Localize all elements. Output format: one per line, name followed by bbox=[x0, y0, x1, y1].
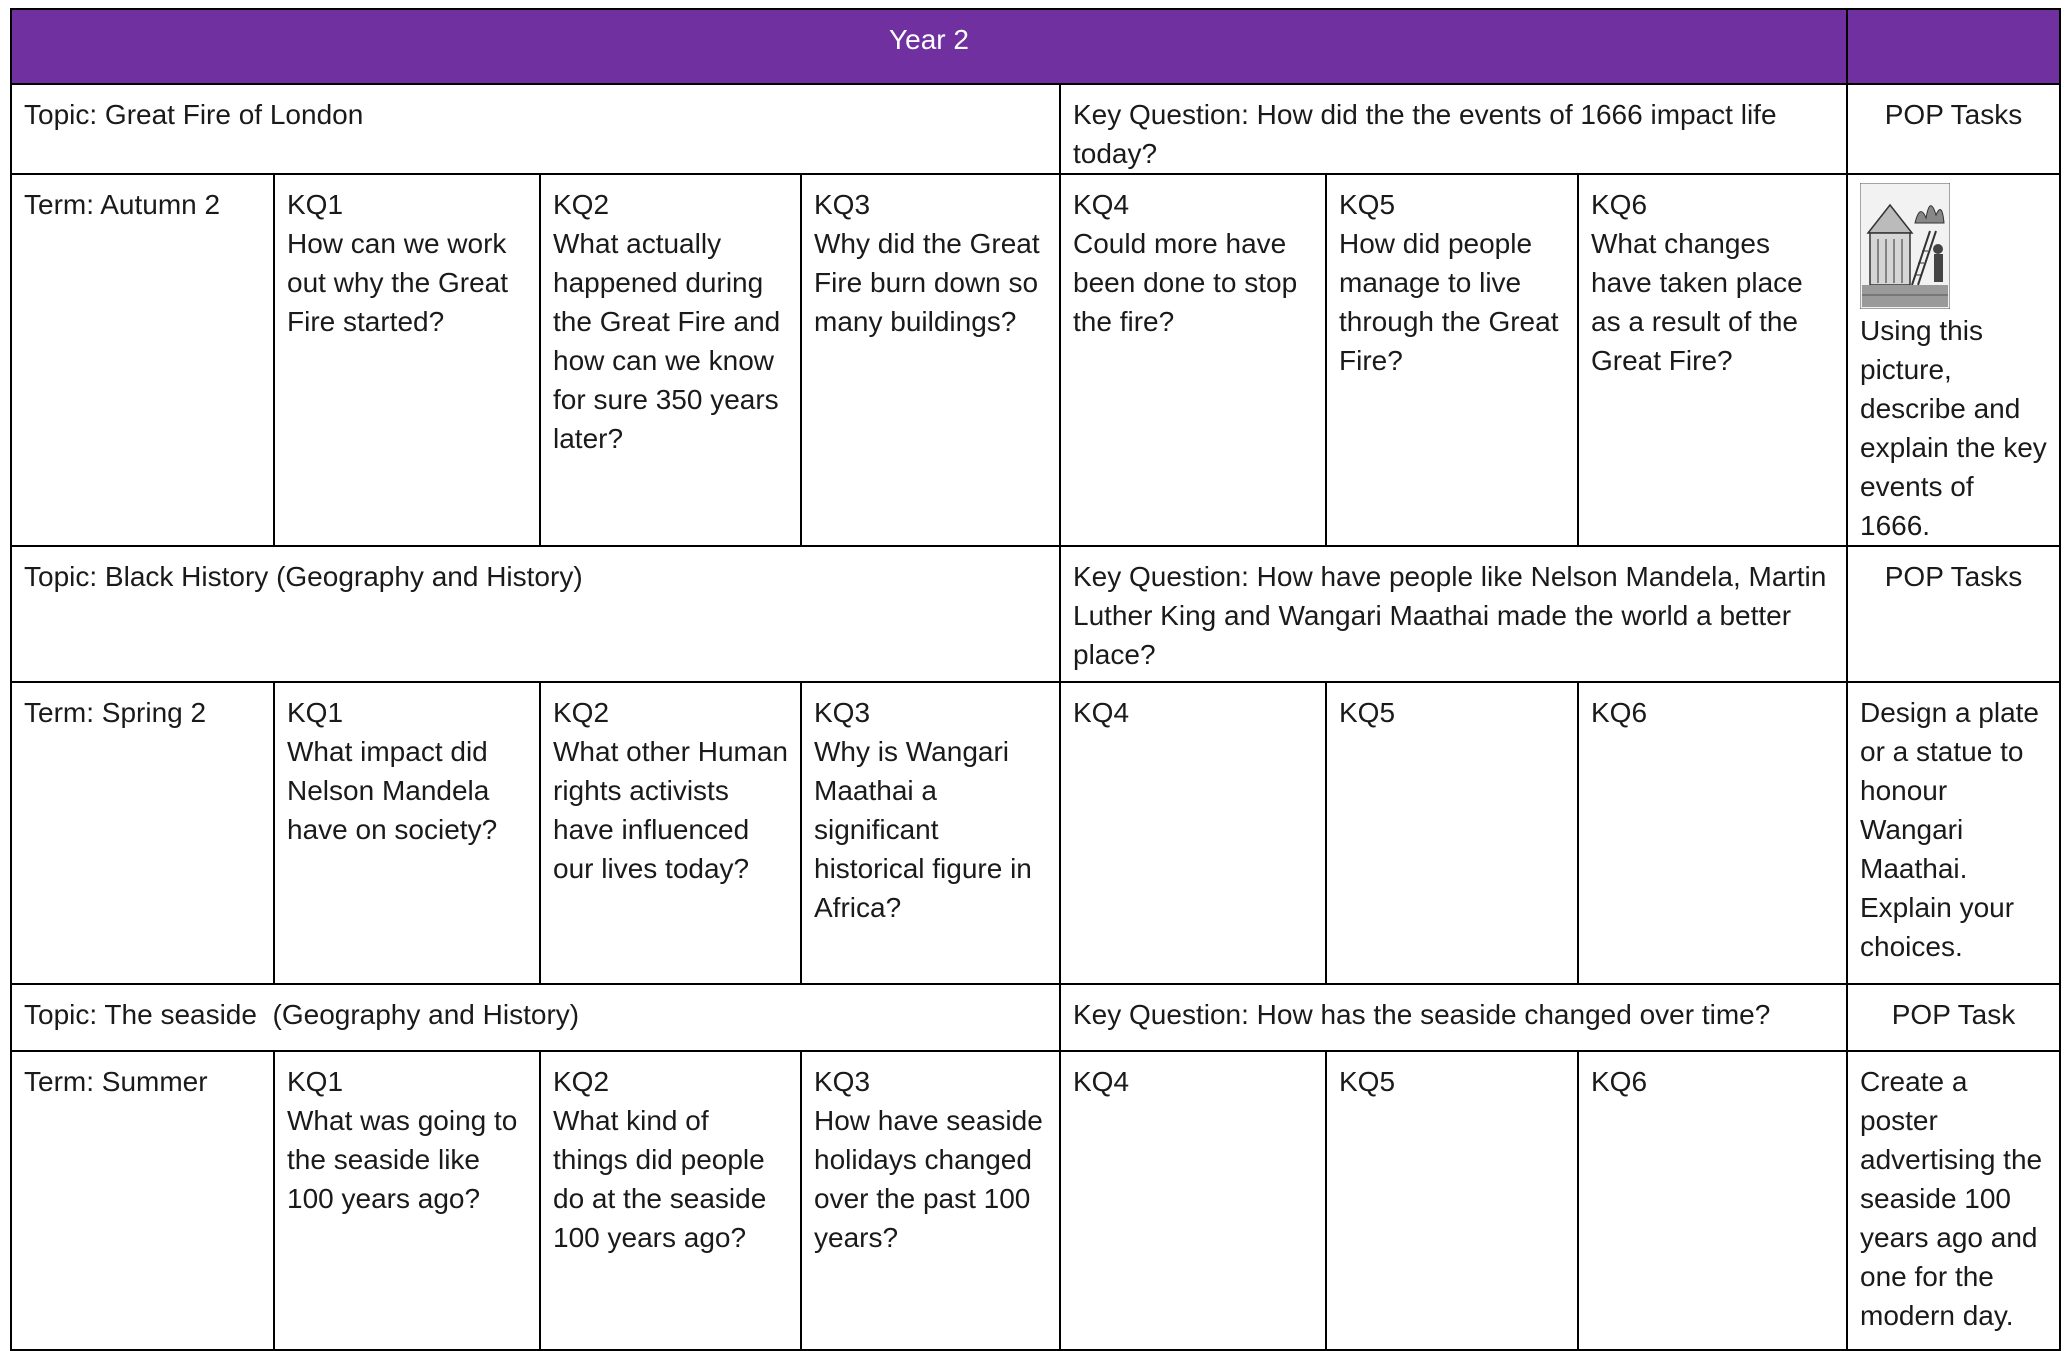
kq-label: KQ2 bbox=[553, 189, 610, 220]
kq-question: What changes have taken place as a result of the Great Fire? bbox=[1591, 228, 1803, 376]
kq-label: KQ6 bbox=[1591, 697, 1648, 728]
kq-question: What was going to the seaside like 100 years ago? bbox=[287, 1105, 518, 1214]
kq-label: KQ6 bbox=[1591, 189, 1648, 220]
kq-question: Why did the Great Fire burn down so many buildings? bbox=[814, 228, 1040, 337]
kq-label: KQ5 bbox=[1339, 1066, 1396, 1097]
kq-question: How did people manage to live through the Great Fire? bbox=[1339, 228, 1559, 376]
pop-task-cell bbox=[1847, 174, 2060, 546]
pop-header: POP Tasks bbox=[1847, 84, 2060, 174]
topic-title: Topic: Great Fire of London bbox=[11, 84, 1060, 174]
term-label: Term: Summer bbox=[11, 1051, 274, 1350]
kq-cell bbox=[801, 1051, 1060, 1350]
kq-cell bbox=[540, 1051, 801, 1350]
kq-label: KQ1 bbox=[287, 697, 344, 728]
kq-cell bbox=[801, 682, 1060, 984]
year-title: Year 2 bbox=[11, 9, 1847, 84]
term-label: Term: Spring 2 bbox=[11, 682, 274, 984]
kq-question: What other Human rights activists have influenced our lives today? bbox=[553, 736, 788, 884]
kq-label: KQ4 bbox=[1073, 189, 1130, 220]
topic-title: Topic: The seaside (Geography and History) bbox=[11, 984, 1060, 1051]
kq-question: What kind of things did people do at the seaside 100 years ago? bbox=[553, 1105, 767, 1253]
kq-question: Why is Wangari Maathai a significant historical figure in Africa? bbox=[814, 736, 1032, 923]
kq-cell bbox=[1060, 174, 1326, 546]
key-question: Key Question: How did the the events of 1666 impact life today? bbox=[1060, 84, 1847, 174]
kq-label: KQ4 bbox=[1073, 1066, 1130, 1097]
kq-question: What actually happened during the Great Fire and how can we know for sure 350 years later? bbox=[553, 228, 781, 454]
kq-cell bbox=[1578, 682, 1847, 984]
kq-cell bbox=[1578, 1051, 1847, 1350]
kq-cell bbox=[1326, 1051, 1578, 1350]
topic-row bbox=[11, 984, 2060, 1051]
header-row bbox=[11, 9, 2060, 84]
year-2-curriculum-table bbox=[10, 8, 2061, 1351]
header-blank-cell bbox=[1847, 9, 2060, 84]
kq-question: How have seaside holidays changed over the past 100 years? bbox=[814, 1105, 1043, 1253]
kq-label: KQ1 bbox=[287, 189, 344, 220]
kq-label: KQ1 bbox=[287, 1066, 344, 1097]
pop-task-text: Design a plate or a statue to honour Wangari Maathai. Explain your choices. bbox=[1860, 697, 2040, 962]
kq-cell bbox=[1326, 174, 1578, 546]
key-question: Key Question: How has the seaside changed over time? bbox=[1060, 984, 1847, 1051]
kq-label: KQ3 bbox=[814, 1066, 871, 1097]
pop-task-cell bbox=[1847, 682, 2060, 984]
pop-header: POP Tasks bbox=[1847, 546, 2060, 682]
kq-label: KQ5 bbox=[1339, 697, 1396, 728]
kq-label: KQ3 bbox=[814, 697, 871, 728]
key-question: Key Question: How have people like Nelson Mandela, Martin Luther King and Wangari Maathai made the world a better place? bbox=[1060, 546, 1847, 682]
kq-cell bbox=[540, 174, 801, 546]
term-row bbox=[11, 682, 2060, 984]
topic-row bbox=[11, 546, 2060, 682]
topic-title: Topic: Black History (Geography and History) bbox=[11, 546, 1060, 682]
kq-label: KQ5 bbox=[1339, 189, 1396, 220]
kq-label: KQ6 bbox=[1591, 1066, 1648, 1097]
kq-cell bbox=[1060, 682, 1326, 984]
kq-cell bbox=[540, 682, 801, 984]
pop-task-text: Using this picture, describe and explain the key events of 1666. bbox=[1860, 315, 2047, 541]
term-row bbox=[11, 1051, 2060, 1350]
kq-label: KQ4 bbox=[1073, 697, 1130, 728]
pop-task-text: Create a poster advertising the seaside 100 years ago and one for the modern day. bbox=[1860, 1066, 2043, 1331]
pop-task-cell bbox=[1847, 1051, 2060, 1350]
kq-cell bbox=[274, 682, 540, 984]
kq-label: KQ2 bbox=[553, 697, 610, 728]
kq-question: What impact did Nelson Mandela have on society? bbox=[287, 736, 498, 845]
pop-header: POP Task bbox=[1847, 984, 2060, 1051]
kq-cell bbox=[801, 174, 1060, 546]
kq-question: How can we work out why the Great Fire started? bbox=[287, 228, 509, 337]
kq-label: KQ2 bbox=[553, 1066, 610, 1097]
kq-cell bbox=[274, 174, 540, 546]
kq-cell bbox=[1578, 174, 1847, 546]
topic-row bbox=[11, 84, 2060, 174]
kq-cell bbox=[274, 1051, 540, 1350]
term-row bbox=[11, 174, 2060, 546]
kq-question: Could more have been done to stop the fire? bbox=[1073, 228, 1298, 337]
kq-cell bbox=[1326, 682, 1578, 984]
kq-label: KQ3 bbox=[814, 189, 871, 220]
term-label: Term: Autumn 2 bbox=[11, 174, 274, 546]
great-fire-woodcut-image bbox=[1860, 183, 1950, 309]
kq-cell bbox=[1060, 1051, 1326, 1350]
